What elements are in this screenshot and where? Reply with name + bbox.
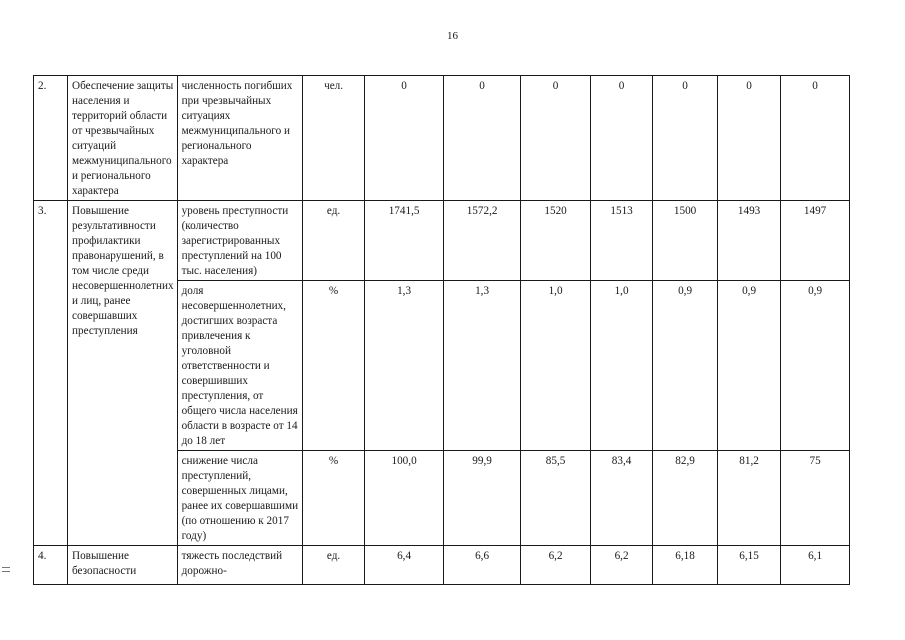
value-cell: 83,4: [590, 451, 652, 546]
value-cell: 75: [780, 451, 849, 546]
goal-cell: Обеспечение защиты населения и территорий области от чрезвычайных ситуаций межмуниципального и регионального характера: [68, 76, 178, 201]
value-cell: 1500: [652, 201, 717, 281]
indicator-name: численность погибших при чрезвычайных ситуациях межмуниципального и регионального характера: [177, 76, 302, 201]
value-cell: 1,3: [364, 281, 443, 451]
value-cell: 85,5: [520, 451, 590, 546]
table-row: [34, 546, 850, 585]
indicators-table: [33, 75, 850, 585]
value-cell: 6,2: [520, 546, 590, 585]
unit-cell: %: [302, 451, 364, 546]
value-cell: 1,0: [590, 281, 652, 451]
indicator-name: снижение числа преступлений, совершенных лицами, ранее их совершавшими (по отношению к 2017 году): [177, 451, 302, 546]
value-cell: 6,15: [717, 546, 780, 585]
value-cell: 6,6: [443, 546, 520, 585]
indicator-name: доля несовершеннолетних, достигших возраста привлечения к уголовной ответственности и совершивших преступления, от общего числа населения области в возрасте от 14 до 18 лет: [177, 281, 302, 451]
value-cell: 0: [364, 76, 443, 201]
value-cell: 99,9: [443, 451, 520, 546]
value-cell: 0: [520, 76, 590, 201]
row-number: 2.: [34, 76, 68, 201]
value-cell: 0: [590, 76, 652, 201]
value-cell: 1741,5: [364, 201, 443, 281]
unit-cell: ед.: [302, 546, 364, 585]
margin-mark: [2, 567, 10, 575]
value-cell: 1497: [780, 201, 849, 281]
page-number: 16: [447, 30, 458, 42]
value-cell: 1572,2: [443, 201, 520, 281]
value-cell: 0: [717, 76, 780, 201]
value-cell: 1,3: [443, 281, 520, 451]
indicator-name: тяжесть последствий дорожно-: [177, 546, 302, 585]
unit-cell: ед.: [302, 201, 364, 281]
indicator-name: уровень преступности (количество зарегистрированных преступлений на 100 тыс. населения): [177, 201, 302, 281]
value-cell: 0: [443, 76, 520, 201]
value-cell: 6,1: [780, 546, 849, 585]
unit-cell: чел.: [302, 76, 364, 201]
row-number: 3.: [34, 201, 68, 546]
value-cell: 1520: [520, 201, 590, 281]
value-cell: 100,0: [364, 451, 443, 546]
value-cell: 1513: [590, 201, 652, 281]
value-cell: 1,0: [520, 281, 590, 451]
value-cell: 81,2: [717, 451, 780, 546]
row-number: 4.: [34, 546, 68, 585]
value-cell: 0: [780, 76, 849, 201]
value-cell: 0,9: [717, 281, 780, 451]
value-cell: 0,9: [652, 281, 717, 451]
value-cell: 1493: [717, 201, 780, 281]
value-cell: 6,2: [590, 546, 652, 585]
table-row: [34, 76, 850, 201]
value-cell: 82,9: [652, 451, 717, 546]
unit-cell: %: [302, 281, 364, 451]
value-cell: 6,18: [652, 546, 717, 585]
goal-cell: Повышение безопасности: [68, 546, 178, 585]
value-cell: 6,4: [364, 546, 443, 585]
table-row: [34, 201, 850, 281]
value-cell: 0: [652, 76, 717, 201]
goal-cell: Повышение результативности профилактики правонарушений, в том числе среди несовершеннолетних и лиц, ранее совершавших преступления: [68, 201, 178, 546]
value-cell: 0,9: [780, 281, 849, 451]
